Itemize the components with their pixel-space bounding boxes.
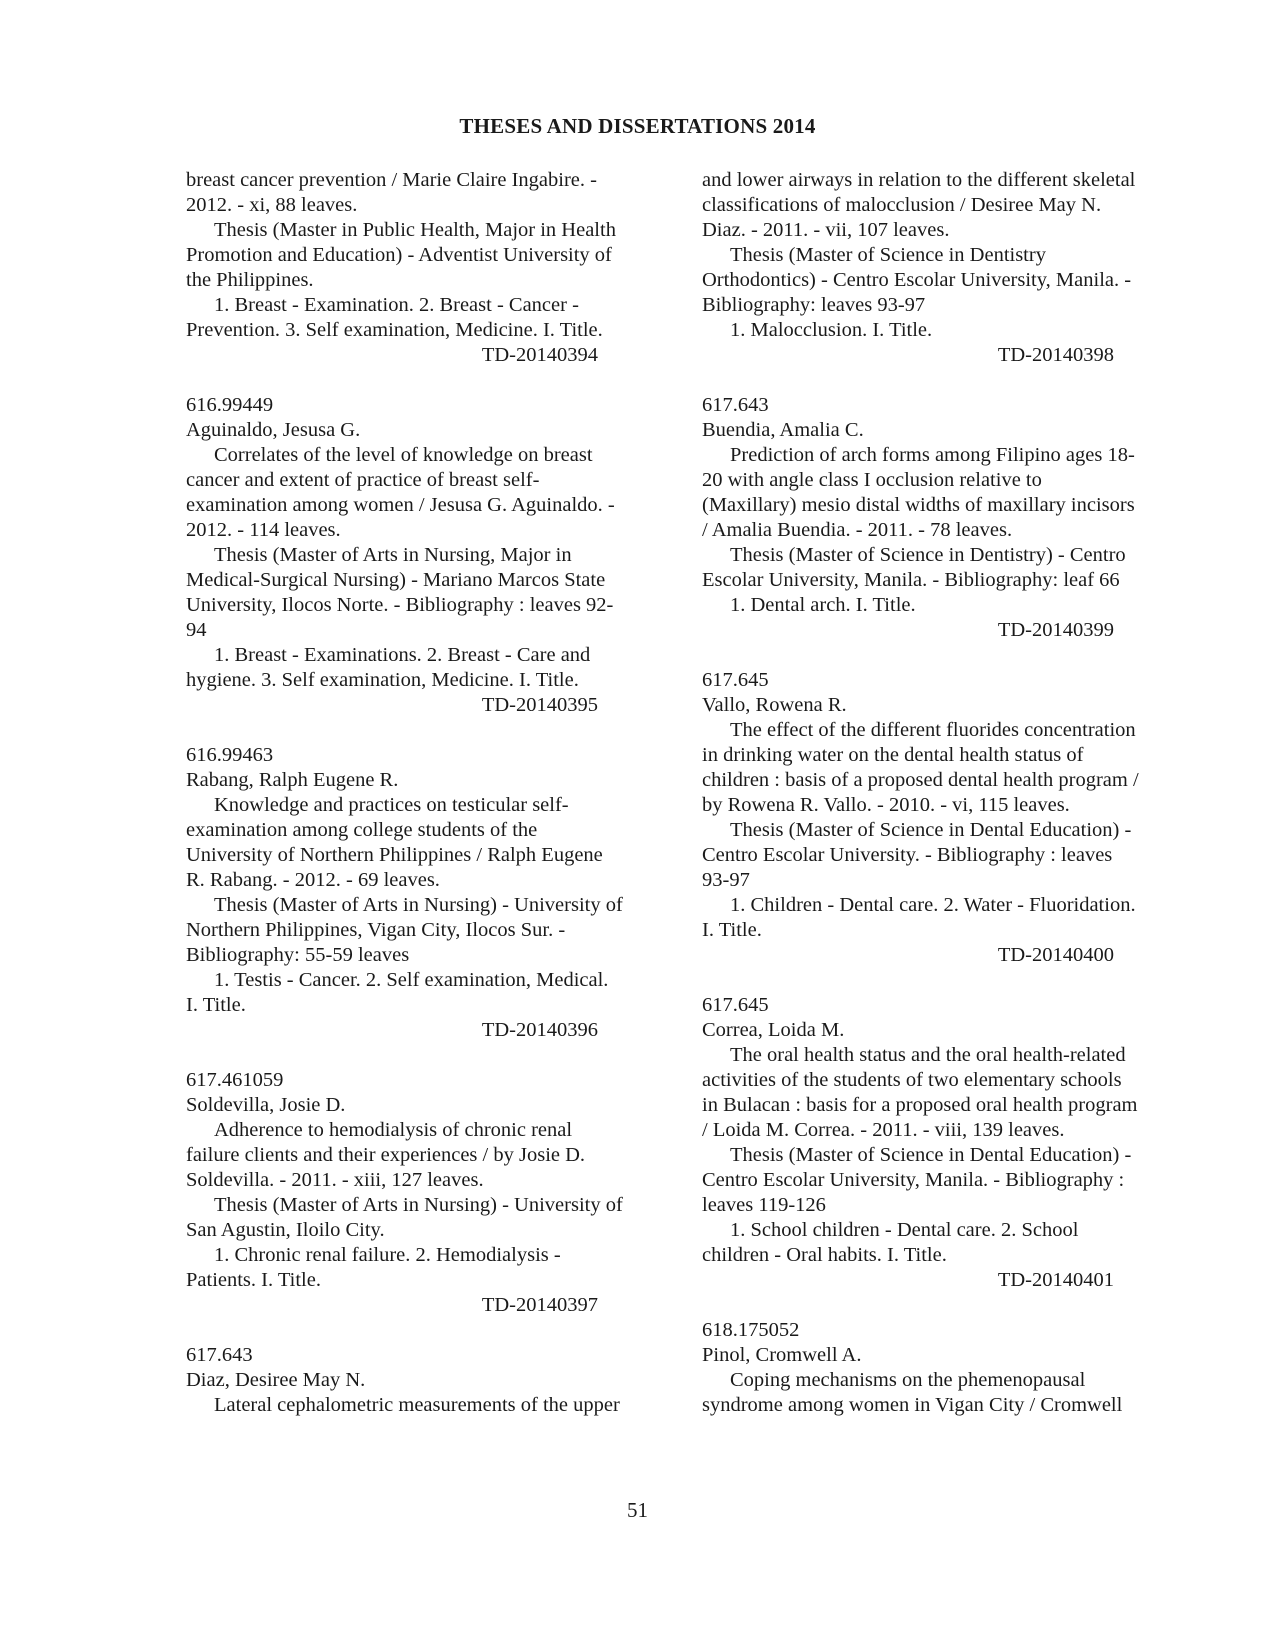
text-line: classifications of malocclusion / Desiree May N.: [702, 194, 1102, 216]
right-column: [702, 168, 1174, 1418]
entry-spacer: [702, 368, 1174, 393]
text-line: University of Northern Philippines / Ralph Eugene: [186, 844, 603, 866]
entry-spacer: [186, 1043, 658, 1068]
text-line: 1. Dental arch. I. Title.: [730, 594, 916, 616]
text-line: / Amalia Buendia. - 2011. - 78 leaves.: [702, 519, 1013, 541]
record-id: TD-20140401: [997, 1269, 1114, 1291]
record-id: TD-20140399: [997, 619, 1114, 641]
text-line: 1. Children - Dental care. 2. Water - Fluoridation.: [730, 894, 1136, 916]
text-line: The effect of the different fluorides concentration: [730, 719, 1136, 741]
text-line: Thesis (Master in Public Health, Major in Health: [214, 219, 616, 241]
text-line: Thesis (Master of Arts in Nursing) - University of: [214, 1194, 623, 1216]
text-line: I. Title.: [186, 994, 246, 1016]
entry-spacer: [702, 643, 1174, 668]
text-line: Thesis (Master of Science in Dental Education) -: [730, 819, 1132, 841]
text-line: Coping mechanisms on the phemenopausal: [730, 1369, 1086, 1391]
record-id: TD-20140396: [481, 1019, 598, 1041]
text-line: Centro Escolar University, Manila. - Bibliography :: [702, 1169, 1125, 1191]
text-line: Correlates of the level of knowledge on breast: [214, 444, 593, 466]
text-line: 1. Testis - Cancer. 2. Self examination, Medical.: [214, 969, 609, 991]
text-line: 1. Chronic renal failure. 2. Hemodialysis -: [214, 1244, 561, 1266]
record-id: TD-20140395: [481, 694, 598, 716]
text-line: Prediction of arch forms among Filipino ages 18-: [730, 444, 1135, 466]
text-line: children - Oral habits. I. Title.: [702, 1244, 947, 1266]
record-id: TD-20140398: [997, 344, 1114, 366]
text-line: 617.643: [186, 1344, 253, 1366]
text-line: 93-97: [702, 869, 750, 891]
text-line: San Agustin, Iloilo City.: [186, 1219, 385, 1241]
text-line: 2012. - xi, 88 leaves.: [186, 194, 358, 216]
text-line: 1. School children - Dental care. 2. School: [730, 1219, 1079, 1241]
text-line: (Maxillary) mesio distal widths of maxillary incisors: [702, 494, 1135, 516]
page-number: 51: [627, 1498, 648, 1522]
text-line: Knowledge and practices on testicular self-: [214, 794, 569, 816]
text-line: Prevention. 3. Self examination, Medicine. I. Title.: [186, 319, 603, 341]
text-line: 616.99463: [186, 744, 274, 766]
text-line: Aguinaldo, Jesusa G.: [186, 419, 361, 441]
entry-spacer: [186, 718, 658, 743]
text-line: 617.645: [702, 669, 769, 691]
text-line: examination among college students of the: [186, 819, 538, 841]
text-line: Thesis (Master of Arts in Nursing) - University of: [214, 894, 623, 916]
text-line: 2012. - 114 leaves.: [186, 519, 341, 541]
text-line: / Loida M. Correa. - 2011. - viii, 139 leaves.: [702, 1119, 1065, 1141]
record-id: TD-20140400: [997, 944, 1114, 966]
text-line: Vallo, Rowena R.: [702, 694, 847, 716]
text-line: Promotion and Education) - Adventist University of: [186, 244, 612, 266]
text-line: Diaz. - 2011. - vii, 107 leaves.: [702, 219, 950, 241]
text-line: Adherence to hemodialysis of chronic renal: [214, 1119, 573, 1141]
text-line: I. Title.: [702, 919, 762, 941]
text-line: Diaz, Desiree May N.: [186, 1369, 366, 1391]
text-line: leaves 119-126: [702, 1194, 826, 1216]
text-line: Thesis (Master of Science in Dental Education) -: [730, 1144, 1132, 1166]
text-line: and lower airways in relation to the different skeletal: [702, 169, 1136, 191]
text-line: 617.643: [702, 394, 769, 416]
text-line: the Philippines.: [186, 269, 314, 291]
text-line: Thesis (Master of Science in Dentistry) - Centro: [730, 544, 1126, 566]
record-id: TD-20140394: [481, 344, 598, 366]
text-line: 617.645: [702, 994, 769, 1016]
text-line: R. Rabang. - 2012. - 69 leaves.: [186, 869, 440, 891]
entry-spacer: [186, 368, 658, 393]
text-line: by Rowena R. Vallo. - 2010. - vi, 115 leaves.: [702, 794, 1070, 816]
text-line: 1. Breast - Examination. 2. Breast - Cancer -: [214, 294, 579, 316]
text-line: 20 with angle class I occlusion relative to: [702, 469, 1042, 491]
text-line: syndrome among women in Vigan City / Cromwell: [702, 1394, 1123, 1416]
entry-spacer: [702, 968, 1174, 993]
record-id: TD-20140397: [481, 1294, 598, 1316]
text-line: hygiene. 3. Self examination, Medicine. I. Title.: [186, 669, 579, 691]
text-line: activities of the students of two elementary schools: [702, 1069, 1122, 1091]
text-line: Medical-Surgical Nursing) - Mariano Marcos State: [186, 569, 606, 591]
text-line: failure clients and their experiences / by Josie D.: [186, 1144, 586, 1166]
text-line: Soldevilla. - 2011. - xiii, 127 leaves.: [186, 1169, 484, 1191]
text-line: in Bulacan : basis for a proposed oral health program: [702, 1094, 1138, 1116]
text-line: Bibliography: 55-59 leaves: [186, 944, 410, 966]
text-line: examination among women / Jesusa G. Aguinaldo. -: [186, 494, 615, 516]
text-line: cancer and extent of practice of breast self-: [186, 469, 540, 491]
text-line: 618.175052: [702, 1319, 800, 1341]
text-line: Patients. I. Title.: [186, 1269, 321, 1291]
entry-spacer: [702, 1293, 1174, 1318]
text-line: children : basis of a proposed dental health program /: [702, 769, 1139, 791]
text-line: 1. Breast - Examinations. 2. Breast - Care and: [214, 644, 591, 666]
page-title: THESES AND DISSERTATIONS 2014: [459, 114, 816, 138]
text-line: 1. Malocclusion. I. Title.: [730, 319, 933, 341]
text-line: Centro Escolar University. - Bibliography : leaves: [702, 844, 1113, 866]
text-line: Orthodontics) - Centro Escolar University, Manila. -: [702, 269, 1132, 291]
entry-spacer: [186, 1318, 658, 1343]
text-line: Soldevilla, Josie D.: [186, 1094, 346, 1116]
text-line: 94: [186, 619, 207, 641]
text-line: University, Ilocos Norte. - Bibliography : leaves 92-: [186, 594, 614, 616]
text-line: 616.99449: [186, 394, 274, 416]
text-line: Correa, Loida M.: [702, 1019, 845, 1041]
text-line: Pinol, Cromwell A.: [702, 1344, 862, 1366]
text-line: Lateral cephalometric measurements of the upper: [214, 1394, 620, 1416]
text-line: Thesis (Master of Arts in Nursing, Major in: [214, 544, 572, 566]
text-line: in drinking water on the dental health status of: [702, 744, 1084, 766]
text-line: breast cancer prevention / Marie Claire Ingabire. -: [186, 169, 597, 191]
text-line: 617.461059: [186, 1069, 284, 1091]
text-line: Northern Philippines, Vigan City, Ilocos Sur. -: [186, 919, 566, 941]
text-line: Thesis (Master of Science in Dentistry: [730, 244, 1046, 266]
text-line: Buendia, Amalia C.: [702, 419, 864, 441]
text-line: The oral health status and the oral health-related: [730, 1044, 1126, 1066]
text-line: Bibliography: leaves 93-97: [702, 294, 926, 316]
text-line: Escolar University, Manila. - Bibliography: leaf 66: [702, 569, 1120, 591]
left-column: [186, 168, 658, 1418]
text-line: Rabang, Ralph Eugene R.: [186, 769, 399, 791]
